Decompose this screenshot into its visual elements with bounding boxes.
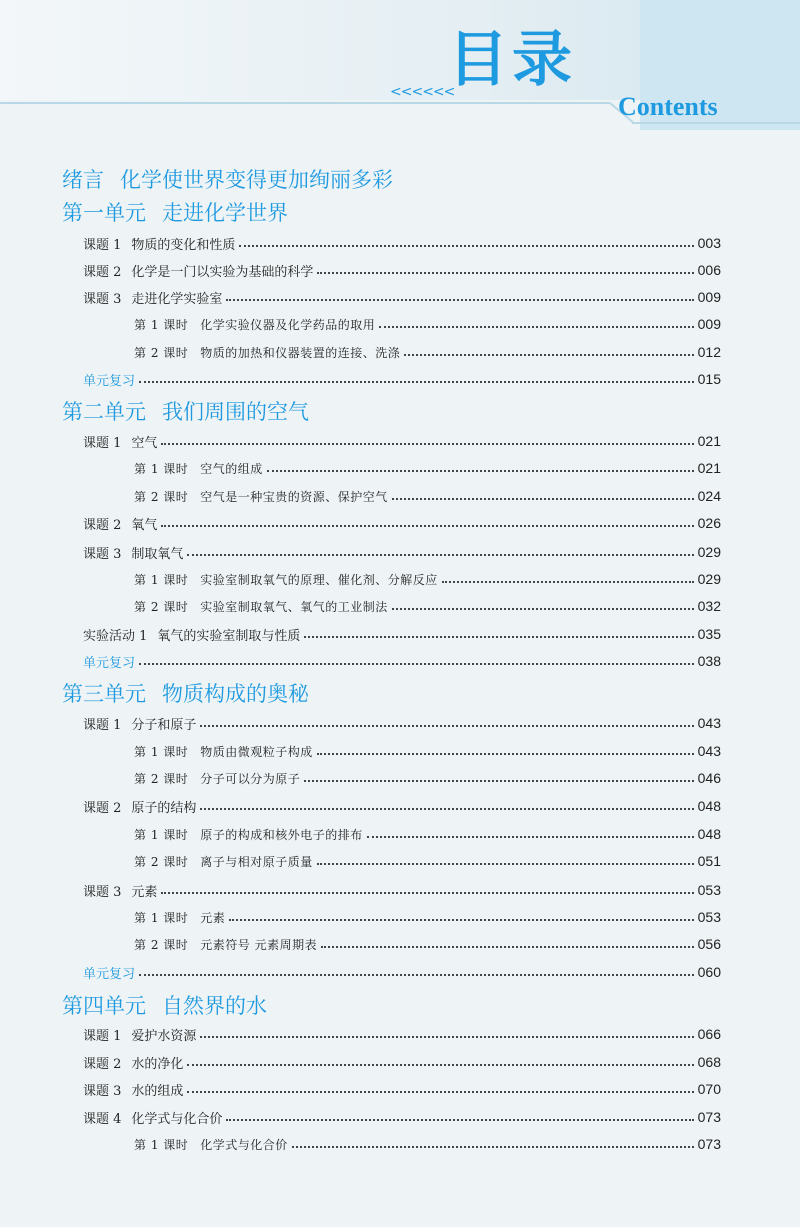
- toc-entry-label: [134, 1136, 288, 1153]
- toc-entry-label: [134, 598, 388, 615]
- toc-entry-code: 第 1 课时: [134, 572, 189, 587]
- toc-entry-title: 走进化学实验室: [131, 291, 223, 307]
- toc-entry-title: 化学式与化合价: [131, 1111, 223, 1127]
- toc-entry-label: [83, 714, 196, 733]
- dot-leader: [226, 299, 693, 301]
- toc-entry-label: [83, 543, 183, 562]
- toc-entry-title: 氧气的实验室制取与性质: [157, 628, 301, 644]
- dot-leader: [229, 919, 693, 921]
- toc-page-number: 073: [697, 1136, 721, 1152]
- toc-entry-title: 元素: [200, 910, 226, 925]
- dot-leader: [304, 636, 693, 638]
- unit-code: 绪言: [62, 168, 104, 192]
- dot-leader: [442, 581, 694, 583]
- toc-entry-title: 空气是一种宝贵的资源、保护空气: [200, 489, 388, 504]
- toc-page-number: 051: [697, 853, 721, 869]
- toc-topic-row[interactable]: [83, 1051, 721, 1073]
- unit-title: 自然界的水: [162, 994, 267, 1018]
- toc-entry-label: [83, 797, 196, 816]
- toc-entry-code: 第 2 课时: [134, 489, 189, 504]
- toc-entry-title: 化学式与化合价: [200, 1137, 288, 1152]
- dot-leader: [379, 326, 693, 328]
- toc-page-number: 003: [697, 235, 721, 251]
- toc-entry-code: 第 1 课时: [134, 1137, 189, 1152]
- unit-heading-4[interactable]: [62, 992, 267, 1020]
- toc-lesson-row[interactable]: [134, 823, 721, 845]
- dot-leader: [200, 1036, 693, 1038]
- toc-lesson-row[interactable]: [134, 740, 721, 762]
- toc-entry-title: 原子的结构: [131, 800, 197, 816]
- toc-entry-code: 第 2 课时: [134, 854, 189, 869]
- unit-heading-1[interactable]: [62, 199, 288, 227]
- dot-leader: [200, 725, 693, 727]
- toc-entry-code: 第 2 课时: [134, 937, 189, 952]
- toc-entry-title: 空气的组成: [200, 461, 263, 476]
- toc-entry-label: [83, 881, 157, 900]
- toc-page-number: 070: [697, 1081, 721, 1097]
- toc-lesson-row[interactable]: [134, 767, 721, 789]
- unit-heading-3[interactable]: [62, 680, 309, 708]
- dot-leader: [317, 753, 694, 755]
- toc-page-number: 009: [697, 316, 721, 332]
- toc-entry-code: 第 2 课时: [134, 771, 189, 786]
- dot-leader: [392, 498, 694, 500]
- toc-page-number: 006: [697, 262, 721, 278]
- toc-page-number: 056: [697, 936, 721, 952]
- dot-leader: [187, 1091, 693, 1093]
- toc-entry-title: 实验室制取氧气、氧气的工业制法: [200, 599, 388, 614]
- toc-entry-title: 氧气: [131, 517, 158, 533]
- dot-leader: [161, 443, 693, 445]
- toc-entry-label: [83, 234, 235, 253]
- toc-page-number: 012: [697, 344, 721, 360]
- toc-entry-title: 水的组成: [131, 1083, 184, 1099]
- unit-title: 走进化学世界: [162, 201, 288, 225]
- toc-entry-label: [83, 514, 157, 533]
- toc-page-number: 048: [697, 826, 721, 842]
- toc-page-number: 026: [697, 515, 721, 531]
- toc-page-number: 053: [697, 909, 721, 925]
- toc-entry-label: [83, 1053, 183, 1072]
- toc-entry-title: 分子可以分为原子: [200, 771, 301, 786]
- toc-topic-row[interactable]: [83, 232, 721, 254]
- toc-entry-code: 第 2 课时: [134, 599, 189, 614]
- dot-leader: [267, 470, 694, 472]
- toc-entry-title: 物质的加热和仪器装置的连接、洗涤: [200, 345, 401, 360]
- toc-page-number: 035: [697, 626, 721, 642]
- toc-entry-label: [134, 344, 400, 361]
- toc-page-number: 043: [697, 743, 721, 759]
- toc-lesson-row[interactable]: [134, 313, 721, 335]
- toc-entry-label: [83, 963, 135, 982]
- unit-code: 第二单元: [62, 400, 146, 424]
- toc-entry-label: [83, 1080, 183, 1099]
- toc-entry-code: 课题 2: [83, 517, 122, 533]
- toc-entry-code: 课题 2: [83, 264, 122, 280]
- dot-leader: [139, 381, 694, 383]
- toc-topic-row[interactable]: [83, 795, 721, 817]
- toc-entry-title: 单元复习: [83, 966, 136, 982]
- toc-entry-code: 课题 1: [83, 717, 122, 733]
- toc-page-number: 068: [697, 1054, 721, 1070]
- toc-topic-row[interactable]: [83, 512, 721, 534]
- dot-leader: [239, 245, 693, 247]
- toc-entry-code: 课题 2: [83, 800, 122, 816]
- toc-entry-label: [134, 571, 438, 588]
- toc-entry-label: [134, 460, 263, 477]
- toc-lesson-row[interactable]: [134, 457, 721, 479]
- toc-topic-row[interactable]: [83, 541, 721, 563]
- toc-entry-code: 课题 3: [83, 546, 122, 562]
- toc-page-number: 046: [697, 770, 721, 786]
- toc-page-number: 043: [697, 715, 721, 731]
- toc-page-number: 029: [697, 544, 721, 560]
- toc-entry-label: [134, 488, 388, 505]
- toc-entry-title: 水的净化: [131, 1056, 184, 1072]
- toc-entry-title: 制取氧气: [131, 546, 184, 562]
- toc-entry-title: 单元复习: [83, 655, 136, 671]
- toc-lesson-row[interactable]: [134, 906, 721, 928]
- unit-heading-preface[interactable]: [62, 166, 393, 194]
- toc-entry-title: 化学是一门以实验为基础的科学: [131, 264, 314, 280]
- toc-entry-title: 元素符号 元素周期表: [200, 937, 318, 952]
- toc-page-number: 060: [697, 964, 721, 980]
- toc-lesson-row[interactable]: [134, 341, 721, 363]
- toc-topic-row[interactable]: [83, 259, 721, 281]
- dot-leader: [187, 554, 693, 556]
- toc-review-row[interactable]: [83, 961, 721, 983]
- unit-code: 第四单元: [62, 994, 146, 1018]
- toc-lesson-row[interactable]: [134, 1133, 721, 1155]
- toc-page-number: 073: [697, 1109, 721, 1125]
- dot-leader: [321, 946, 694, 948]
- toc-entry-title: 物质由微观粒子构成: [200, 744, 313, 759]
- toc-lesson-row[interactable]: [134, 595, 721, 617]
- toc-lesson-row[interactable]: [134, 485, 721, 507]
- toc-entry-label: [134, 936, 317, 953]
- toc-entry-label: [83, 288, 222, 307]
- toc-entry-title: 爱护水资源: [131, 1028, 197, 1044]
- toc-entry-code: 课题 4: [83, 1111, 122, 1127]
- toc-lesson-row[interactable]: [134, 933, 721, 955]
- toc-entry-code: 课题 1: [83, 1028, 122, 1044]
- toc-entry-title: 分子和原子: [131, 717, 197, 733]
- page-title: 目录: [448, 25, 576, 95]
- dot-leader: [200, 808, 693, 810]
- toc-entry-label: [83, 1025, 196, 1044]
- toc-entry-title: 物质的变化和性质: [131, 237, 236, 253]
- dot-leader: [304, 780, 693, 782]
- chevrons-decoration: <<<<<<: [390, 84, 455, 100]
- toc-topic-row[interactable]: [83, 430, 721, 452]
- toc-entry-code: 第 2 课时: [134, 345, 189, 360]
- toc-entry-label: [83, 652, 135, 671]
- dot-leader: [187, 1064, 693, 1066]
- toc-entry-code: 实验活动 1: [83, 628, 148, 644]
- toc-page-number: 021: [697, 433, 721, 449]
- toc-topic-row[interactable]: [83, 879, 721, 901]
- toc-entry-title: 实验室制取氧气的原理、催化剂、分解反应: [200, 572, 438, 587]
- unit-title: 化学使世界变得更加绚丽多彩: [120, 168, 393, 192]
- toc-entry-title: 空气: [131, 435, 158, 451]
- dot-leader: [317, 863, 694, 865]
- toc-entry-code: 课题 3: [83, 291, 122, 307]
- toc-entry-code: 第 1 课时: [134, 827, 189, 842]
- toc-entry-label: [83, 261, 313, 280]
- toc-lesson-row[interactable]: [134, 568, 721, 590]
- toc-entry-code: 课题 3: [83, 1083, 122, 1099]
- toc-review-row[interactable]: [83, 650, 721, 672]
- unit-code: 第一单元: [62, 201, 146, 225]
- unit-heading-2[interactable]: [62, 398, 309, 426]
- toc-topic-row[interactable]: [83, 1023, 721, 1045]
- dot-leader: [392, 608, 694, 610]
- toc-topic-row[interactable]: [83, 623, 721, 645]
- toc-entry-code: 课题 3: [83, 884, 122, 900]
- dot-leader: [292, 1146, 694, 1148]
- dot-leader: [317, 272, 693, 274]
- toc-page-number: 029: [697, 571, 721, 587]
- dot-leader: [367, 836, 694, 838]
- toc-entry-title: 化学实验仪器及化学药品的取用: [200, 317, 376, 332]
- page-subtitle: Contents: [618, 92, 718, 121]
- dot-leader: [161, 892, 693, 894]
- toc-entry-label: [83, 432, 157, 451]
- toc-topic-row[interactable]: [83, 286, 721, 308]
- toc-review-row[interactable]: [83, 368, 721, 390]
- dot-leader: [404, 354, 693, 356]
- dot-leader: [139, 663, 694, 665]
- toc-entry-code: 课题 2: [83, 1056, 122, 1072]
- unit-title: 物质构成的奥秘: [162, 682, 309, 706]
- toc-entry-title: 单元复习: [83, 373, 136, 389]
- toc-page-number: 032: [697, 598, 721, 614]
- toc-page-number: 015: [697, 371, 721, 387]
- toc-entry-code: 课题 1: [83, 435, 122, 451]
- toc-entry-code: 第 1 课时: [134, 910, 189, 925]
- toc-entry-label: [134, 826, 363, 843]
- toc-page-number: 048: [697, 798, 721, 814]
- toc-entry-code: 第 1 课时: [134, 317, 189, 332]
- toc-entry-title: 原子的构成和核外电子的排布: [200, 827, 363, 842]
- toc-entry-label: [134, 853, 313, 870]
- toc-entry-title: 离子与相对原子质量: [200, 854, 313, 869]
- dot-leader: [139, 974, 694, 976]
- toc-entry-label: [83, 370, 135, 389]
- toc-entry-label: [134, 743, 313, 760]
- toc-entry-label: [83, 1108, 222, 1127]
- toc-page-number: 053: [697, 882, 721, 898]
- toc-page-number: 066: [697, 1026, 721, 1042]
- toc-topic-row[interactable]: [83, 1078, 721, 1100]
- toc-entry-code: 第 1 课时: [134, 744, 189, 759]
- toc-entry-code: 第 1 课时: [134, 461, 189, 476]
- toc-page-number: 038: [697, 653, 721, 669]
- toc-page-number: 009: [697, 289, 721, 305]
- toc-entry-title: 元素: [131, 884, 158, 900]
- toc-entry-code: 课题 1: [83, 237, 122, 253]
- toc-topic-row[interactable]: [83, 1106, 721, 1128]
- toc-entry-label: [134, 316, 375, 333]
- dot-leader: [161, 525, 693, 527]
- toc-entry-label: [134, 770, 300, 787]
- unit-code: 第三单元: [62, 682, 146, 706]
- toc-topic-row[interactable]: [83, 712, 721, 734]
- unit-title: 我们周围的空气: [162, 400, 309, 424]
- dot-leader: [226, 1119, 693, 1121]
- toc-entry-label: [134, 909, 225, 926]
- toc-lesson-row[interactable]: [134, 850, 721, 872]
- toc-entry-label: [83, 625, 300, 644]
- toc-page-number: 021: [697, 460, 721, 476]
- toc-page-number: 024: [697, 488, 721, 504]
